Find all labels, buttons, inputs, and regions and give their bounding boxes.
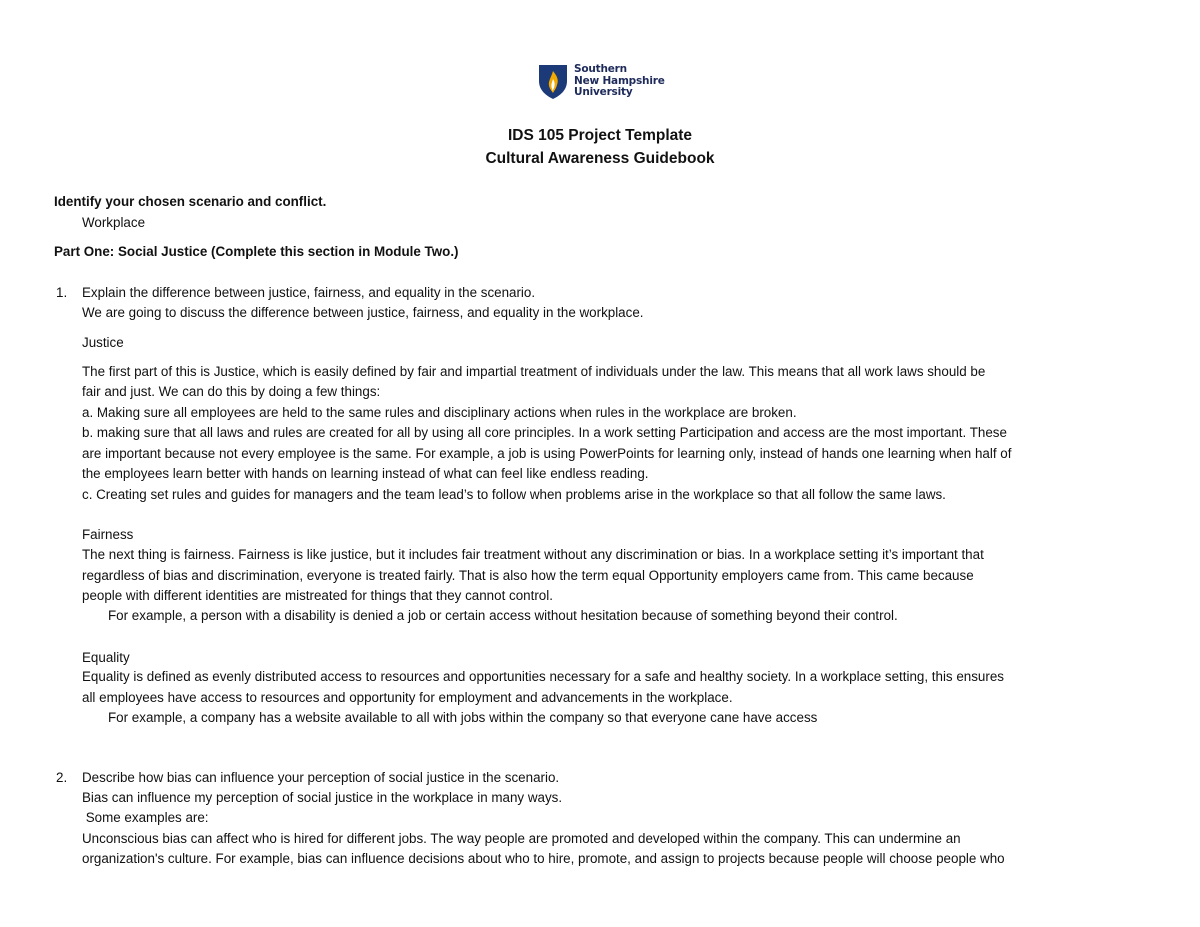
document-subtitle: Cultural Awareness Guidebook [485,150,715,167]
justice-line: c. Creating set rules and guides for managers and the team lead’s to follow when problems arise in the workplace so that all follow the same laws. [82,487,946,502]
q1-question: Explain the difference between justice, fairness, and equality in the scenario. [82,285,536,300]
document-title: IDS 105 Project Template [507,127,693,144]
q2-line: Bias can influence my perception of social justice in the workplace in many ways. [82,790,563,805]
justice-line: the employees learn better with hands on learning instead of what can feel like endless reading. [82,466,649,481]
justice-line: are important because not every employee is the same. For example, a job is using PowerPoints for learning only, instead of hands one learning when half of [82,446,1012,461]
q2-line: Unconscious bias can affect who is hired for different jobs. The way people are promoted and developed within the company. This can undermine an [82,831,961,846]
fairness-line: The next thing is fairness. Fairness is like justice, but it includes fair treatment without any discrimination or bias. In a workplace setting it’s important that [82,547,984,562]
q2-question: Describe how bias can influence your perception of social justice in the scenario. [82,770,560,785]
justice-line: b. making sure that all laws and rules are created for all by using all core principles. In a work setting Participation and access are the most important. These [82,425,1007,440]
q2-number: 2. [56,770,68,785]
university-logo [538,64,665,100]
equality-line: Equality is defined as evenly distributed access to resources and opportunities necessary for a safe and healthy society. In a workplace setting, this ensures [82,669,1004,684]
university-name [574,64,665,99]
equality-label: Equality [82,650,130,665]
logo-line-2: New Hampshire [574,74,665,87]
q2-line: Some examples are: [82,810,209,825]
scenario-answer: Workplace [82,215,146,230]
fairness-label: Fairness [82,527,134,542]
logo-line-3: University [574,86,633,98]
q2-line: organization's culture. For example, bias can influence decisions about who to hire, promote, and assign to projects because people will choose people who [82,851,1005,866]
equality-example: For example, a company has a website available to all with jobs within the company so that everyone cane have access [108,710,818,725]
logo-line-1: Southern [574,63,627,75]
equality-line: all employees have access to resources and opportunity for employment and advancements in the workplace. [82,690,733,705]
fairness-line: regardless of bias and discrimination, everyone is treated fairly. That is also how the term equal Opportunity employers came from. This came because [82,568,974,583]
q1-number: 1. [56,285,68,300]
fairness-example: For example, a person with a disability is denied a job or certain access without hesitation because of something beyond their control. [108,608,898,623]
scenario-prompt: Identify your chosen scenario and conflict. [54,194,327,209]
justice-line: a. Making sure all employees are held to the same rules and disciplinary actions when rules in the workplace are broken. [82,405,797,420]
justice-line: The first part of this is Justice, which is easily defined by fair and impartial treatment of individuals under the law. This means that all work laws should be [82,364,986,379]
justice-label: Justice [82,335,124,350]
part-one-heading: Part One: Social Justice (Complete this section in Module Two.) [54,244,459,259]
q1-intro: We are going to discuss the difference between justice, fairness, and equality in the workplace. [82,305,644,320]
fairness-line: people with different identities are mistreated for things that they cannot control. [82,588,553,603]
shield-flame-icon [538,64,568,100]
justice-line: fair and just. We can do this by doing a few things: [82,384,381,399]
